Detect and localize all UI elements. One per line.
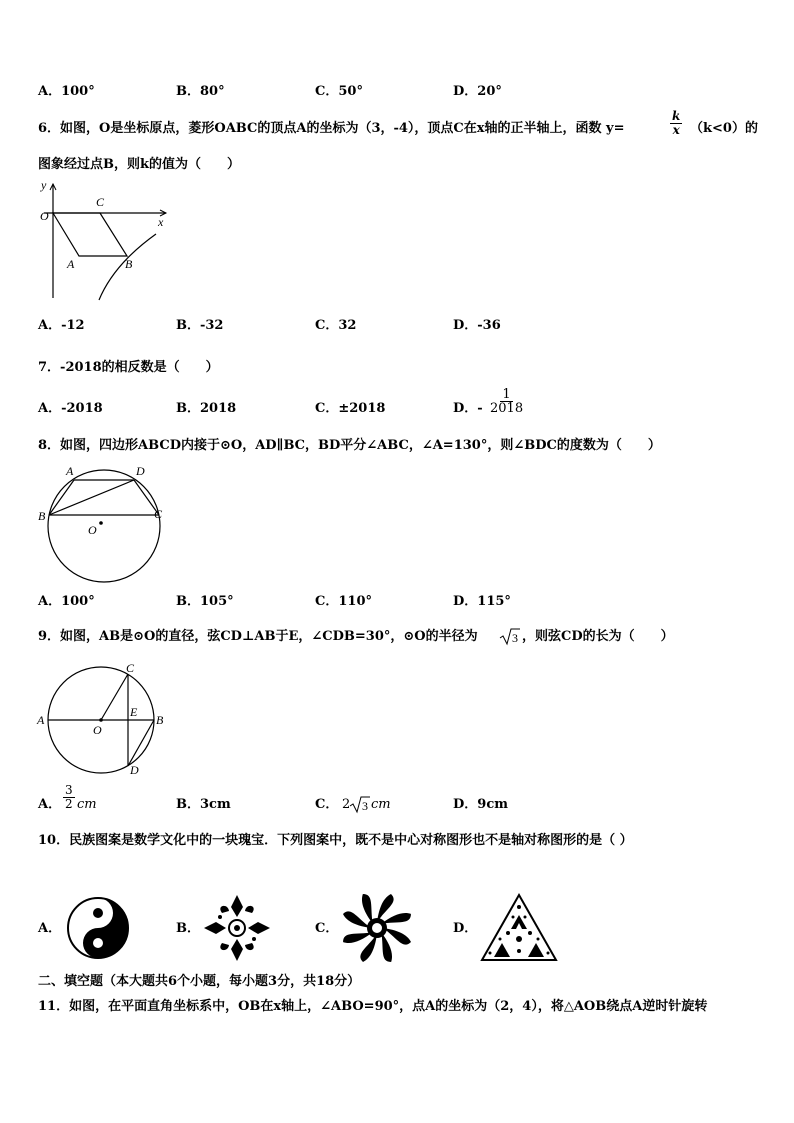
q6-stem-line1: 6．如图，O是坐标原点，菱形OABC的顶点A的坐标为（3，-4），顶点C在x轴的正半轴上，函数 y= [38, 121, 625, 136]
triangle-pattern-icon [480, 893, 558, 963]
yin-yang-pattern-icon [66, 896, 130, 960]
q9-fig-label-c: C [126, 661, 135, 675]
floral-cross-pattern-icon [202, 893, 272, 963]
q6-fraction [670, 110, 682, 137]
q6-fig-label-c: C [96, 195, 105, 209]
q10-option-d: D． [453, 921, 478, 936]
q9-fig-label-e: E [130, 705, 138, 719]
q9-sqrt-val: 3 [512, 631, 518, 645]
q8-stem: 8．如图，四边形ABCD内接于⊙O，AD∥BC，BD平分∠ABC，∠A=130°，则∠BDC的度数为（ ） [38, 438, 661, 453]
q5-option-c: C．50° [315, 84, 363, 99]
q7-option-a: A．-2018 [38, 401, 103, 416]
q6-fig-label-o: O [40, 209, 49, 223]
q10-option-c: C． [315, 921, 339, 936]
q6-figure [36, 178, 176, 303]
q9-a-fraction [63, 784, 75, 811]
q6-fig-label-b: B [125, 257, 133, 271]
q9-figure [36, 662, 171, 780]
q7-d-fraction [490, 388, 523, 415]
q7-option-d: D．- [453, 401, 483, 416]
q10-option-a: A． [38, 921, 62, 936]
pinwheel-flower-pattern-icon [342, 893, 412, 963]
q6-fig-label-a: A [67, 257, 75, 271]
q9-option-b: B．3cm [176, 797, 231, 812]
q8-option-b: B．105° [176, 594, 234, 609]
q7-option-c: C．±2018 [315, 401, 386, 416]
q5-option-b: B．80° [176, 84, 225, 99]
q9-c-sqrt [349, 794, 371, 814]
q9-fig-label-a: A [37, 713, 45, 727]
q8-option-a: A．100° [38, 594, 95, 609]
q6-frac-den: x [672, 123, 680, 137]
q8-option-c: C．110° [315, 594, 372, 609]
q9-fig-label-o: O [93, 723, 102, 737]
q8-fig-label-o: O [88, 523, 97, 537]
q7-d-frac-num: 1 [502, 387, 511, 402]
q7-option-b: B．2018 [176, 401, 237, 416]
q9-c-coef: 2 [342, 797, 351, 812]
q11-text: 11．如图，在平面直角坐标系中，OB在x轴上，∠ABO=90°，点A的坐标为（2，4），将△AOB绕点A逆时针旋转 [38, 999, 708, 1014]
q9-c-sqrt-val: 3 [362, 799, 368, 813]
q9-sqrt [499, 626, 521, 646]
q6-option-c: C．32 [315, 318, 357, 333]
q9-stem-a: 9．如图，AB是⊙O的直径，弦CD⊥AB于E，∠CDB=30°，⊙O的半径为 [38, 629, 478, 644]
q9-a-frac-den: 2 [65, 797, 73, 811]
q6-option-d: D．-36 [453, 318, 501, 333]
q7-d-frac-den: 2018 [490, 401, 524, 416]
q6-fig-label-y: y [41, 178, 47, 192]
q10-option-b: B． [176, 921, 200, 936]
q6-option-b: B．-32 [176, 318, 224, 333]
q9-fig-label-b: B [156, 713, 164, 727]
q9-a-frac-num: 3 [65, 783, 73, 797]
q6-option-a: A．-12 [38, 318, 85, 333]
q10-stem: 10．民族图案是数学文化中的一块瑰宝．下列图案中，既不是中心对称图形也不是轴对称图形的是（ ） [38, 833, 633, 848]
section-2-heading: 二、填空题（本大题共6个小题，每小题3分，共18分） [38, 974, 361, 989]
q5-option-d: D．20° [453, 84, 502, 99]
q6-fig-label-x: x [158, 215, 164, 229]
q9-fig-label-d: D [130, 763, 139, 777]
q6-stem-cond: （k<0）的 [690, 121, 758, 136]
q7-stem: 7．-2018的相反数是（ ） [38, 360, 219, 375]
q5-option-a: A．100° [38, 84, 95, 99]
q8-fig-label-d: D [136, 464, 145, 478]
q9-option-a: A． [38, 797, 62, 812]
q9-stem-b: ，则弦CD的长为（ ） [522, 629, 674, 644]
q8-option-d: D．115° [453, 594, 511, 609]
q8-fig-label-a: A [66, 464, 74, 478]
q8-figure [36, 462, 171, 587]
q9-option-c: C． [315, 797, 339, 812]
q8-fig-label-c: C [154, 507, 163, 521]
q8-fig-label-b: B [38, 509, 46, 523]
q9-a-unit: cm [77, 797, 97, 812]
q9-c-unit: cm [371, 797, 391, 812]
q9-option-d: D．9cm [453, 797, 508, 812]
q6-stem-line2: 图象经过点B，则k的值为（ ） [38, 157, 240, 172]
q6-frac-num: k [672, 109, 681, 123]
